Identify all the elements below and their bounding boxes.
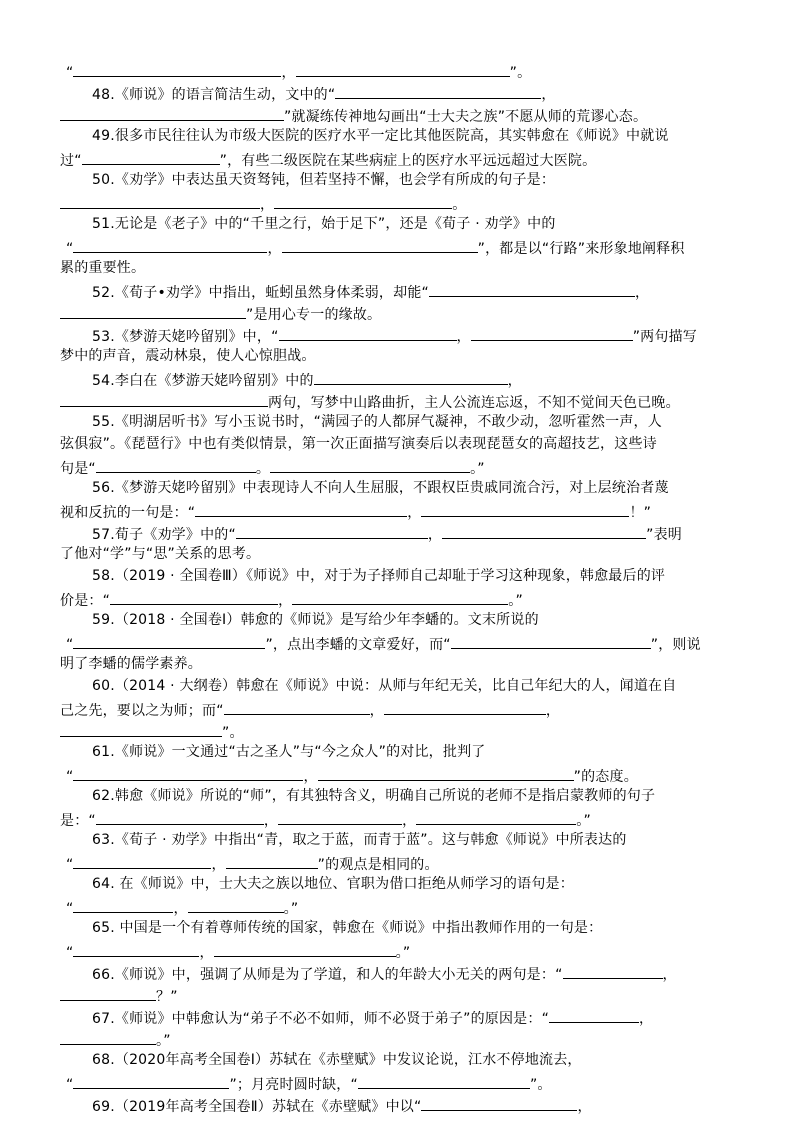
- answer-blank[interactable]: [73, 942, 199, 957]
- question-68: 68.（2020年高考全国卷Ⅰ）苏轼在《赤壁赋》中发议论说，江水不停地流去，: [92, 1052, 582, 1068]
- question-50: 50.《劝学》中表达虽天资驽钝，但若坚持不懈，也会学有所成的句子是：: [92, 172, 556, 188]
- question-62: 62.韩愈《师说》所说的“师”，有其独特含义，明确自己所说的老师不是指启蒙教师的句子: [92, 788, 656, 804]
- answer-blank[interactable]: [195, 502, 407, 517]
- q47-continuation-line: “ ， ”。: [66, 62, 531, 81]
- answer-blank[interactable]: [214, 942, 396, 957]
- question-67-line2: 。”: [60, 1030, 171, 1049]
- question-66-line2: ？”: [60, 986, 178, 1005]
- question-52-line2: ”是用心专一的缘故。: [60, 304, 381, 323]
- question-57-line2: 了他对“学”与“思”关系的思考。: [60, 546, 261, 562]
- answer-blank[interactable]: [224, 700, 370, 715]
- answer-blank[interactable]: [73, 898, 173, 913]
- answer-blank[interactable]: [421, 1096, 577, 1111]
- answer-blank[interactable]: [60, 106, 284, 121]
- answer-blank[interactable]: [282, 238, 478, 253]
- answer-blank[interactable]: [60, 304, 246, 319]
- answer-blank[interactable]: [384, 700, 546, 715]
- question-56: 56.《梦游天姥吟留别》中表现诗人不向人生屈服，不跟权臣贵戚同流合污，对上层统治者蔑: [92, 480, 669, 496]
- question-54-line2: 两句，写梦中山路曲折，主人公流连忘返，不知不觉间天色已晚。: [60, 392, 680, 411]
- question-49-line2: 过“ ”，有些二级医院在某些病症上的医疗水平远远超过大医院。: [60, 150, 596, 169]
- question-61: 61.《师说》一文通过“古之圣人”与“今之众人”的对比，批判了: [92, 744, 486, 760]
- question-63-line2: “ ， ”的观点是相同的。: [66, 854, 439, 873]
- answer-blank[interactable]: [60, 392, 268, 407]
- answer-blank[interactable]: [73, 62, 281, 77]
- question-48-line2: ”就凝练传神地勾画出“士大夫之族”不愿从师的荒谬心态。: [60, 106, 647, 125]
- question-62-line2: 是：“ ， ， 。”: [60, 810, 591, 829]
- answer-blank[interactable]: [471, 326, 633, 341]
- question-65: 65. 中国是一个有着尊师传统的国家，韩愈在《师说》中指出教师作用的一句是：: [92, 920, 603, 936]
- question-51-line3: 累的重要性。: [60, 260, 146, 276]
- question-67: 67.《师说》中韩愈认为“弟子不必不如师，师不必贤于弟子”的原因是：“ ，: [92, 1008, 653, 1027]
- answer-blank[interactable]: [73, 766, 303, 781]
- question-69: 69.（2019年高考全国卷Ⅱ）苏轼在《赤壁赋》中以“ ，: [92, 1096, 592, 1115]
- answer-blank[interactable]: [60, 194, 260, 209]
- question-51: 51.无论是《老子》中的“千里之行，始于足下”，还是《荀子 · 劝学》中的: [92, 216, 556, 232]
- answer-blank[interactable]: [73, 854, 211, 869]
- answer-blank[interactable]: [292, 590, 508, 605]
- answer-blank[interactable]: [416, 810, 576, 825]
- answer-blank[interactable]: [73, 238, 267, 253]
- answer-blank[interactable]: [279, 326, 457, 341]
- question-61-line2: “ ， ”的态度。: [66, 766, 638, 785]
- answer-blank[interactable]: [96, 458, 256, 473]
- answer-blank[interactable]: [549, 1008, 639, 1023]
- answer-blank[interactable]: [358, 1074, 530, 1089]
- question-55: 55.《明湖居听书》写小玉说书时，“满园子的人都屏气凝神，不敢少动，忽听霍然一声，人: [92, 414, 662, 430]
- answer-blank[interactable]: [82, 150, 220, 165]
- answer-blank[interactable]: [318, 766, 574, 781]
- question-58-line2: 价是：“ ， 。”: [60, 590, 523, 609]
- question-68-line2: “ ”；月亮时圆时缺，“ ”。: [66, 1074, 552, 1093]
- question-58: 58.（2019 · 全国卷Ⅲ）《师说》中，对于为子择师自己却耻于学习这种现象，韩愈最后的评: [92, 568, 666, 584]
- answer-blank[interactable]: [442, 524, 646, 539]
- answer-blank[interactable]: [451, 634, 651, 649]
- answer-blank[interactable]: [188, 898, 284, 913]
- answer-blank[interactable]: [429, 282, 635, 297]
- answer-blank[interactable]: [278, 810, 402, 825]
- answer-blank[interactable]: [270, 458, 470, 473]
- question-64-line2: “ ， 。”: [66, 898, 298, 917]
- answer-blank[interactable]: [335, 84, 541, 99]
- answer-blank[interactable]: [226, 854, 318, 869]
- question-53: 53.《梦游天姥吟留别》中，“ ， ”两句描写: [92, 326, 697, 345]
- answer-blank[interactable]: [563, 964, 663, 979]
- answer-blank[interactable]: [236, 524, 428, 539]
- question-50-line2: ， 。: [60, 194, 466, 213]
- answer-blank[interactable]: [60, 986, 156, 1001]
- question-65-line2: “ ， 。”: [66, 942, 410, 961]
- answer-blank[interactable]: [60, 1030, 156, 1045]
- answer-blank[interactable]: [274, 194, 452, 209]
- question-55-line2: 弦俱寂”。《琵琶行》中也有类似情景，第一次正面描写演奏后以表现琵琶女的高超技艺，这些诗: [60, 436, 657, 452]
- answer-blank[interactable]: [421, 502, 629, 517]
- question-52: 52.《荀子•劝学》中指出，蚯蚓虽然身体柔弱，却能“ ，: [92, 282, 649, 301]
- question-60-line3: ”。: [60, 722, 244, 741]
- question-64: 64. 在《师说》中，士大夫之族以地位、官职为借口拒绝从师学习的语句是：: [92, 876, 574, 892]
- question-54: 54.李白在《梦游天姥吟留别》中的 ，: [92, 370, 522, 389]
- question-60-line2: 己之先，要以之为师；而“ ， ，: [60, 700, 560, 719]
- question-59: 59.（2018 · 全国卷Ⅰ）韩愈的《师说》是写给少年李蟠的。文末所说的: [92, 612, 539, 628]
- question-63: 63.《荀子 · 劝学》中指出“青，取之于蓝，而青于蓝”。这与韩愈《师说》中所表达的: [92, 832, 627, 848]
- question-48: 48.《师说》的语言简洁生动，文中的“ ，: [92, 84, 556, 103]
- question-60: 60.（2014 · 大纲卷）韩愈在《师说》中说：从师与年纪无关，比自己年纪大的人，闻道在自: [92, 678, 677, 694]
- answer-blank[interactable]: [110, 590, 278, 605]
- question-56-line2: 视和反抗的一句是：“ ， ！”: [60, 502, 651, 521]
- question-51-line2: “ ， ”，都是以“行路”来形象地阐释积: [66, 238, 685, 257]
- answer-blank[interactable]: [296, 62, 510, 77]
- question-66: 66.《师说》中，强调了从师是为了学道，和人的年龄大小无关的两句是：“ ，: [92, 964, 677, 983]
- answer-blank[interactable]: [60, 722, 222, 737]
- answer-blank[interactable]: [314, 370, 508, 385]
- question-53-line2: 梦中的声音，震动林泉，使人心惊胆战。: [60, 348, 316, 364]
- question-59-line2: “ ”，点出李蟠的文章爱好，而“ ”，则说: [66, 634, 701, 653]
- answer-blank[interactable]: [73, 634, 265, 649]
- question-55-line3: 句是“ 。 。”: [60, 458, 485, 477]
- question-57: 57.荀子《劝学》中的“ ， ”表明: [92, 524, 682, 543]
- question-49: 49.很多市民往往认为市级大医院的医疗水平一定比其他医院高，其实韩愈在《师说》中就说: [92, 128, 669, 144]
- answer-blank[interactable]: [96, 810, 264, 825]
- question-59-line3: 明了李蟠的儒学素养。: [60, 656, 202, 672]
- answer-blank[interactable]: [73, 1074, 229, 1089]
